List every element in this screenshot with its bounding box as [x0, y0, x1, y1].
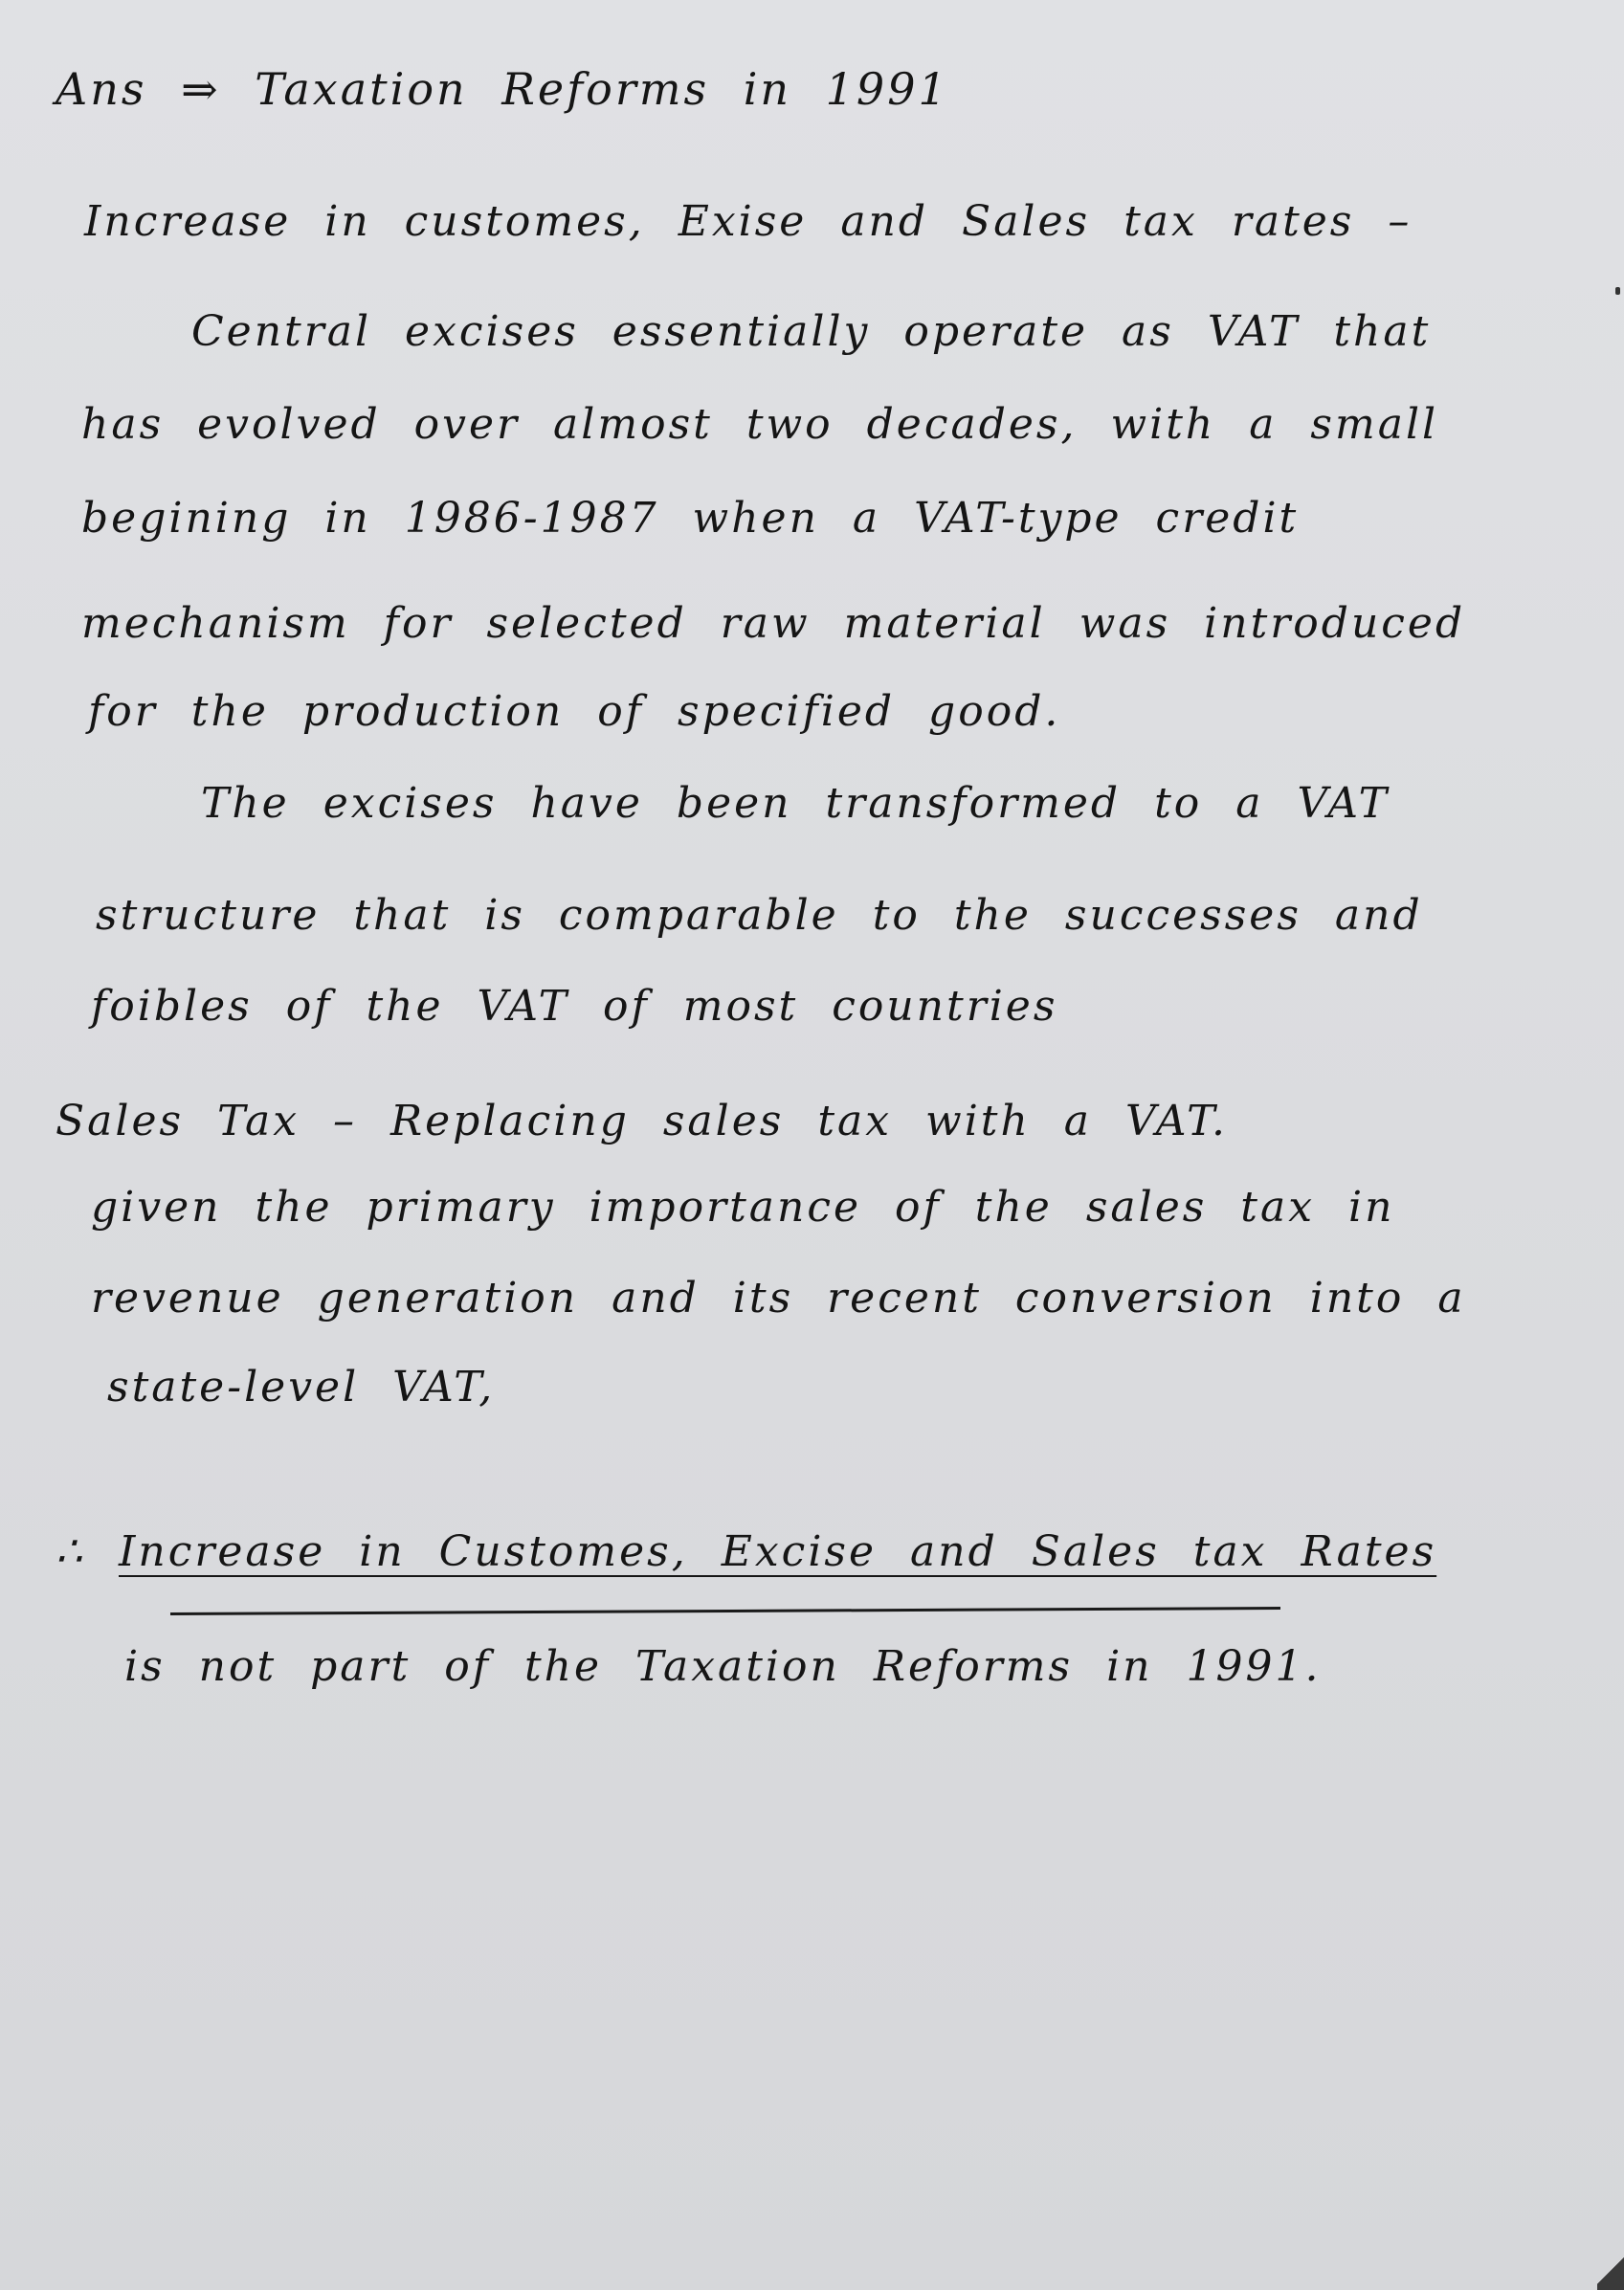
paragraph-line: begining in 1986-1987 when a VAT-type credit [81, 494, 1300, 543]
therefore-symbol: ∴ [56, 1527, 85, 1576]
corner-mark [1597, 2252, 1624, 2290]
conclusion-line [56, 1527, 1437, 1576]
paragraph-line: has evolved over almost two decades, with a small [81, 400, 1439, 449]
paragraph-line: for the production of specified good. [88, 687, 1061, 736]
paragraph-line: mechanism for selected raw material was introduced [81, 599, 1466, 648]
sales-tax-heading: Sales Tax – Replacing sales tax with a VAT. [56, 1097, 1229, 1145]
double-underline-rule [170, 1607, 1280, 1615]
customs-excise-sales-tax-heading: Increase in customes, Exise and Sales tax rates – [84, 197, 1413, 246]
conclusion-line-2: is not part of the Taxation Reforms in 1991. [124, 1642, 1322, 1691]
conclusion-underlined-text: Increase in Customes, Excise and Sales tax Rates [119, 1527, 1437, 1576]
paragraph-line: structure that is comparable to the successes and [96, 891, 1423, 940]
paragraph-line: given the primary importance of the sales tax in [91, 1183, 1395, 1232]
edge-mark [1615, 287, 1620, 295]
paragraph-line: revenue generation and its recent conversion into a [91, 1274, 1466, 1323]
paragraph-line: Central excises essentially operate as VAT that [191, 307, 1432, 356]
paragraph-line: foibles of the VAT of most countries [91, 982, 1058, 1031]
paragraph-line: The excises have been transformed to a VAT [201, 779, 1390, 828]
answer-heading: Ans ⇒ Taxation Reforms in 1991 [56, 63, 949, 115]
paragraph-line: state-level VAT, [107, 1363, 496, 1412]
